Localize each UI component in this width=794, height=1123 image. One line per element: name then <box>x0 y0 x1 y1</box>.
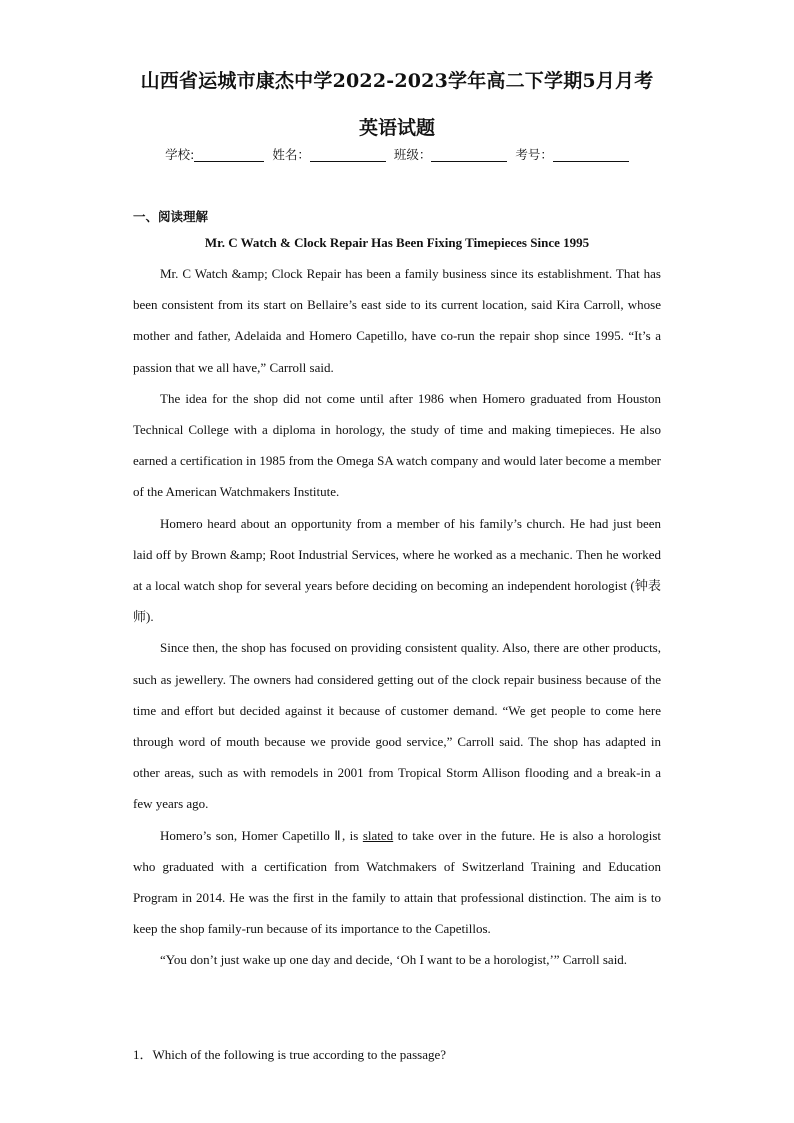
school-label: 学校: <box>165 147 195 162</box>
passage-title: Mr. C Watch & Clock Repair Has Been Fixing Timepieces Since 1995 <box>204 235 590 250</box>
passage-paragraph: Since then, the shop has focused on providing consistent quality. Also, there are other products, such as jewellery. The owners had considered getting out of the clock repair business because of the time and effort but decided against it because of customer demand. “We get people to come here through word of mouth because we provide good service,” Carroll said. The shop has adapted in other areas, such as with remodels in 2001 from Tropical Storm Allison flooding and a break-in a few years ago. <box>133 640 661 812</box>
passage-paragraph: Homero heard about an opportunity from a member of his family’s church. He had just been laid off by Brown &amp; Root Industrial Services, where he worked as a mechanic. Then he worked at a local watch shop for several years before deciding on becoming an independent horologist (钟表师). <box>133 515 661 625</box>
passage-body <box>133 258 661 976</box>
exam-subtitle: 英语试题 <box>358 117 435 139</box>
paragraph-text: Homero’s son, Homer Capetillo Ⅱ, is <box>160 827 363 843</box>
passage-paragraph: “You don’t just wake up one day and decide, ‘Oh I want to be a horologist,’” Carroll said. <box>160 952 628 968</box>
question-1 <box>133 1044 446 1063</box>
question-number: 1． <box>133 1047 153 1062</box>
underlined-word: slated <box>362 827 394 843</box>
question-text: Which of the following is true according to the passage? <box>152 1047 447 1062</box>
school-blank <box>194 147 264 162</box>
class-label: 班级： <box>393 147 432 162</box>
passage-paragraph: The idea for the shop did not come until after 1986 when Homero graduated from Houston Technical College with a diploma in horology, the study of time and making timepieces. He also earned a certification in 1985 from the Omega SA watch company and would later become a member of the American Watchmakers Institute. <box>133 390 661 500</box>
passage-paragraph <box>133 820 661 945</box>
number-blank <box>553 147 629 162</box>
name-blank <box>310 147 386 162</box>
student-info-line <box>0 145 794 163</box>
class-blank <box>431 147 507 162</box>
number-label: 考号： <box>515 147 553 162</box>
paragraph-text: to take over in the future. He is also a horologist who graduated with a certification from Watchmakers of Switzerland Training and Education Program in 2014. He was the first in the family to attain that professional distinction. The aim is to keep the shop family-run because of its importance to the Capetillos. <box>133 827 662 937</box>
name-label: 姓名： <box>272 147 310 162</box>
section-heading: 一、阅读理解 <box>133 209 209 224</box>
exam-title: 山西省运城市康杰中学2022-2023学年高二下学期5月月考 <box>140 70 654 92</box>
passage-paragraph: Mr. C Watch &amp; Clock Repair has been a family business since its establishment. That has been consistent from its start on Bellaire’s east side to its current location, said Kira Carroll, whose mother and father, Adelaida and Homero Capetillo, have co-run the repair shop since 1995. “It’s a passion that we all have,” Carroll said. <box>133 266 661 375</box>
